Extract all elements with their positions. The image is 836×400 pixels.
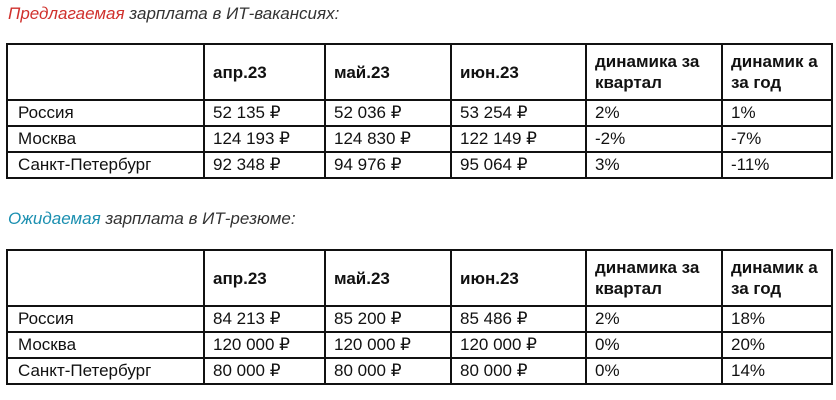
offered-salary-table [6, 43, 833, 179]
may-cell: 80 000 ₽ [325, 358, 451, 384]
apr-cell: 92 348 ₽ [204, 152, 325, 178]
table-row [7, 152, 832, 178]
year-cell: -7% [722, 126, 832, 152]
table-header-row [7, 44, 832, 100]
may-cell: 124 830 ₽ [325, 126, 451, 152]
jun-cell: 120 000 ₽ [451, 332, 586, 358]
table-header-row [7, 250, 832, 306]
apr-cell: 52 135 ₽ [204, 100, 325, 126]
jun-cell: 95 064 ₽ [451, 152, 586, 178]
expected-salary-caption-text: зарплата в ИТ-резюме: [100, 209, 296, 228]
quarter-cell: 2% [586, 306, 722, 332]
table-row [7, 126, 832, 152]
jun-cell: 80 000 ₽ [451, 358, 586, 384]
year-cell: 18% [722, 306, 832, 332]
table-row [7, 358, 832, 384]
quarter-cell: 2% [586, 100, 722, 126]
header-region [7, 44, 204, 100]
header-may: май.23 [325, 44, 451, 100]
header-jun: июн.23 [451, 44, 586, 100]
header-jun: июн.23 [451, 250, 586, 306]
header-quarter-change: динамика за квартал [586, 44, 722, 100]
may-cell: 120 000 ₽ [325, 332, 451, 358]
header-region [7, 250, 204, 306]
header-year-change: динамик а за год [722, 44, 832, 100]
jun-cell: 122 149 ₽ [451, 126, 586, 152]
region-cell: Москва [7, 126, 204, 152]
quarter-cell: 3% [586, 152, 722, 178]
table-row [7, 306, 832, 332]
expected-salary-table [6, 249, 833, 385]
jun-cell: 85 486 ₽ [451, 306, 586, 332]
region-cell: Россия [7, 306, 204, 332]
quarter-cell: -2% [586, 126, 722, 152]
may-cell: 94 976 ₽ [325, 152, 451, 178]
year-cell: 20% [722, 332, 832, 358]
jun-cell: 53 254 ₽ [451, 100, 586, 126]
may-cell: 52 036 ₽ [325, 100, 451, 126]
header-apr: апр.23 [204, 44, 325, 100]
apr-cell: 120 000 ₽ [204, 332, 325, 358]
header-may: май.23 [325, 250, 451, 306]
offered-salary-caption [8, 4, 339, 24]
apr-cell: 84 213 ₽ [204, 306, 325, 332]
region-cell: Санкт-Петербург [7, 152, 204, 178]
table-row [7, 332, 832, 358]
expected-salary-caption [8, 209, 296, 229]
year-cell: -11% [722, 152, 832, 178]
year-cell: 1% [722, 100, 832, 126]
expected-salary-caption-accent: Ожидаемая [8, 209, 101, 228]
region-cell: Санкт-Петербург [7, 358, 204, 384]
header-apr: апр.23 [204, 250, 325, 306]
may-cell: 85 200 ₽ [325, 306, 451, 332]
apr-cell: 80 000 ₽ [204, 358, 325, 384]
header-year-change: динамик а за год [722, 250, 832, 306]
offered-salary-caption-accent: Предлагаемая [8, 4, 125, 23]
quarter-cell: 0% [586, 358, 722, 384]
apr-cell: 124 193 ₽ [204, 126, 325, 152]
region-cell: Россия [7, 100, 204, 126]
year-cell: 14% [722, 358, 832, 384]
region-cell: Москва [7, 332, 204, 358]
table-row [7, 100, 832, 126]
quarter-cell: 0% [586, 332, 722, 358]
header-quarter-change: динамика за квартал [586, 250, 722, 306]
offered-salary-caption-text: зарплата в ИТ-вакансиях: [124, 4, 340, 23]
